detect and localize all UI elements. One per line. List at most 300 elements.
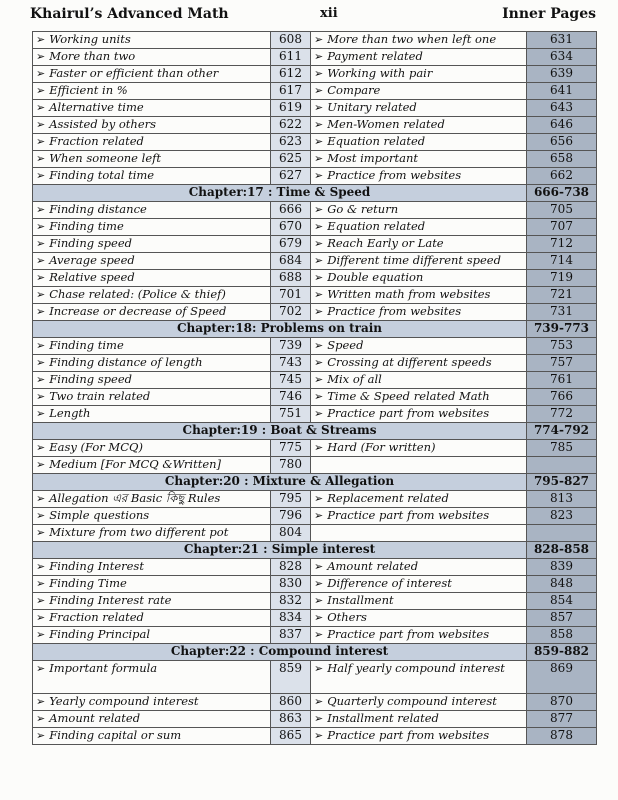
arrow-bullet-icon: ➢ xyxy=(314,220,324,234)
toc-entry-left xyxy=(33,83,271,100)
chapter-title: Chapter:18: Problems on train xyxy=(33,321,527,338)
toc-entry-right xyxy=(311,406,527,423)
arrow-bullet-icon: ➢ xyxy=(314,118,324,132)
arrow-bullet-icon: ➢ xyxy=(314,594,324,608)
toc-entry-left xyxy=(33,134,271,151)
arrow-bullet-icon: ➢ xyxy=(36,118,46,132)
toc-row xyxy=(33,304,597,321)
arrow-bullet-icon: ➢ xyxy=(36,712,46,726)
page-number-right xyxy=(527,457,597,474)
arrow-bullet-icon: ➢ xyxy=(36,169,46,183)
topic-label: Practice part from websites xyxy=(327,728,490,743)
arrow-bullet-icon: ➢ xyxy=(314,492,324,506)
topic-label: Finding total time xyxy=(49,168,155,183)
arrow-bullet-icon: ➢ xyxy=(36,526,46,540)
toc-row xyxy=(33,253,597,270)
page-number-right: 823 xyxy=(527,508,597,525)
page-number-left: 796 xyxy=(271,508,311,525)
page-number-right: 714 xyxy=(527,253,597,270)
toc-entry-left xyxy=(33,372,271,389)
page-number-right: 757 xyxy=(527,355,597,372)
topic-label: Crossing at different speeds xyxy=(327,355,492,370)
page-number-right: 719 xyxy=(527,270,597,287)
toc-row xyxy=(33,491,597,508)
chapter-heading-row xyxy=(33,542,597,559)
arrow-bullet-icon: ➢ xyxy=(314,203,324,217)
topic-label: More than two xyxy=(49,49,136,64)
page-number-right: 857 xyxy=(527,610,597,627)
toc-entry-left xyxy=(33,355,271,372)
arrow-bullet-icon: ➢ xyxy=(314,611,324,625)
arrow-bullet-icon: ➢ xyxy=(36,577,46,591)
topic-label: Written math from websites xyxy=(327,287,491,302)
topic-label: Replacement related xyxy=(327,491,449,506)
page-number-left: 619 xyxy=(271,100,311,117)
page-number-right: 785 xyxy=(527,440,597,457)
toc-row xyxy=(33,134,597,151)
arrow-bullet-icon: ➢ xyxy=(314,695,324,709)
toc-entry-left xyxy=(33,32,271,49)
toc-entry-right xyxy=(311,508,527,525)
arrow-bullet-icon: ➢ xyxy=(36,305,46,319)
toc-entry-right xyxy=(311,525,527,542)
chapter-page-range: 828-858 xyxy=(527,542,597,559)
topic-label: Men-Women related xyxy=(327,117,445,132)
arrow-bullet-icon: ➢ xyxy=(314,356,324,370)
toc-entry-right xyxy=(311,355,527,372)
arrow-bullet-icon: ➢ xyxy=(314,101,324,115)
topic-label: Increase or decrease of Speed xyxy=(49,304,227,319)
toc-entry-right xyxy=(311,593,527,610)
page-number-left: 702 xyxy=(271,304,311,321)
toc-entry-left xyxy=(33,694,271,711)
page-number-right: 639 xyxy=(527,66,597,83)
arrow-bullet-icon: ➢ xyxy=(314,407,324,421)
topic-label: Average speed xyxy=(49,253,135,268)
arrow-bullet-icon: ➢ xyxy=(36,203,46,217)
page-number-left: 780 xyxy=(271,457,311,474)
arrow-bullet-icon: ➢ xyxy=(36,407,46,421)
arrow-bullet-icon: ➢ xyxy=(36,356,46,370)
arrow-bullet-icon: ➢ xyxy=(36,560,46,574)
toc-row xyxy=(33,355,597,372)
page-number-right: 643 xyxy=(527,100,597,117)
page-number-right: 772 xyxy=(527,406,597,423)
arrow-bullet-icon: ➢ xyxy=(36,101,46,115)
page-number-left: 865 xyxy=(271,728,311,745)
page-number-right: 877 xyxy=(527,711,597,728)
topic-label: Finding capital or sum xyxy=(49,728,182,743)
topic-label: Equation related xyxy=(327,134,426,149)
toc-row xyxy=(33,287,597,304)
topic-label: Practice from websites xyxy=(327,168,462,183)
page-number-left: 837 xyxy=(271,627,311,644)
chapter-heading-row xyxy=(33,423,597,440)
toc-entry-left xyxy=(33,168,271,185)
arrow-bullet-icon: ➢ xyxy=(314,577,324,591)
page-number-left: 617 xyxy=(271,83,311,100)
topic-label: Double equation xyxy=(327,270,424,285)
topic-label: Medium [For MCQ &Written] xyxy=(49,457,222,472)
chapter-page-range: 739-773 xyxy=(527,321,597,338)
topic-label: Practice part from websites xyxy=(327,627,490,642)
arrow-bullet-icon: ➢ xyxy=(36,33,46,47)
toc-entry-right xyxy=(311,559,527,576)
toc-entry-right xyxy=(311,219,527,236)
toc-entry-right xyxy=(311,627,527,644)
page-number-left: 751 xyxy=(271,406,311,423)
arrow-bullet-icon: ➢ xyxy=(36,509,46,523)
toc-row xyxy=(33,83,597,100)
toc-entry-right xyxy=(311,236,527,253)
topic-label: Quarterly compound interest xyxy=(327,694,497,709)
page-number-right: 721 xyxy=(527,287,597,304)
toc-row xyxy=(33,151,597,168)
toc-row xyxy=(33,508,597,525)
page-number-left: 743 xyxy=(271,355,311,372)
page-number-left: 795 xyxy=(271,491,311,508)
arrow-bullet-icon: ➢ xyxy=(36,628,46,642)
topic-label: Important formula xyxy=(49,661,158,675)
topic-label: Fraction related xyxy=(49,134,144,149)
arrow-bullet-icon: ➢ xyxy=(36,67,46,81)
arrow-bullet-icon: ➢ xyxy=(36,492,46,506)
page-number-right: 707 xyxy=(527,219,597,236)
toc-entry-right xyxy=(311,440,527,457)
page-number-right: 839 xyxy=(527,559,597,576)
toc-entry-right xyxy=(311,304,527,321)
toc-row xyxy=(33,593,597,610)
toc-entry-right xyxy=(311,728,527,745)
toc-entry-left xyxy=(33,304,271,321)
topic-label: Amount related xyxy=(49,711,141,726)
toc-row xyxy=(33,117,597,134)
arrow-bullet-icon: ➢ xyxy=(36,135,46,149)
arrow-bullet-icon: ➢ xyxy=(36,695,46,709)
toc-entry-left xyxy=(33,440,271,457)
toc-row xyxy=(33,457,597,474)
toc-entry-left xyxy=(33,287,271,304)
chapter-heading-row xyxy=(33,321,597,338)
toc-entry-right xyxy=(311,610,527,627)
toc-entry-left xyxy=(33,508,271,525)
arrow-bullet-icon: ➢ xyxy=(314,84,324,98)
page-number-right: 712 xyxy=(527,236,597,253)
arrow-bullet-icon: ➢ xyxy=(36,50,46,64)
page-number-left: 863 xyxy=(271,711,311,728)
topic-label: Finding Interest xyxy=(49,559,144,574)
toc-entry-left xyxy=(33,219,271,236)
toc-body xyxy=(33,32,597,745)
toc-entry-left xyxy=(33,117,271,134)
toc-row xyxy=(33,372,597,389)
page-number-right: 662 xyxy=(527,168,597,185)
toc-entry-right xyxy=(311,151,527,168)
arrow-bullet-icon: ➢ xyxy=(314,339,324,353)
page-number-right: 870 xyxy=(527,694,597,711)
toc-entry-left xyxy=(33,202,271,219)
toc-entry-right xyxy=(311,491,527,508)
topic-label: Two train related xyxy=(49,389,151,404)
toc-entry-left xyxy=(33,457,271,474)
topic-label: Fraction related xyxy=(49,610,144,625)
topic-label: Speed xyxy=(327,338,364,353)
chapter-title: Chapter:22 : Compound interest xyxy=(33,644,527,661)
arrow-bullet-icon: ➢ xyxy=(314,373,324,387)
toc-entry-right xyxy=(311,117,527,134)
arrow-bullet-icon: ➢ xyxy=(36,458,46,472)
toc-entry-left xyxy=(33,525,271,542)
page-number-right: 753 xyxy=(527,338,597,355)
topic-label: Finding speed xyxy=(49,372,132,387)
arrow-bullet-icon: ➢ xyxy=(314,288,324,302)
page-number-left: 739 xyxy=(271,338,311,355)
topic-label: Most important xyxy=(327,151,418,166)
topic-label: Allegation এর Basic কিছু Rules xyxy=(49,491,221,506)
toc-entry-right xyxy=(311,711,527,728)
toc-row xyxy=(33,236,597,253)
topic-label: Others xyxy=(327,610,367,625)
topic-label: Mix of all xyxy=(327,372,382,387)
topic-label: Finding Principal xyxy=(49,627,151,642)
topic-label: Finding distance of length xyxy=(49,355,203,370)
toc-row xyxy=(33,66,597,83)
topic-label: Reach Early or Late xyxy=(327,236,444,251)
page-number-right: 858 xyxy=(527,627,597,644)
page-number-left: 775 xyxy=(271,440,311,457)
topic-label: Finding Time xyxy=(49,576,127,591)
toc-row xyxy=(33,525,597,542)
arrow-bullet-icon: ➢ xyxy=(314,662,324,675)
page-number-left: 623 xyxy=(271,134,311,151)
arrow-bullet-icon: ➢ xyxy=(36,220,46,234)
topic-label: Installment xyxy=(327,593,394,608)
page-number-left: 611 xyxy=(271,49,311,66)
toc-entry-left xyxy=(33,576,271,593)
topic-label: Easy (For MCQ) xyxy=(49,440,143,455)
topic-label: Finding distance xyxy=(49,202,147,217)
arrow-bullet-icon: ➢ xyxy=(314,169,324,183)
arrow-bullet-icon: ➢ xyxy=(36,662,46,675)
topic-label: Different time different speed xyxy=(327,253,501,268)
toc-row xyxy=(33,32,597,49)
topic-label: Mixture from two different pot xyxy=(49,525,229,540)
toc-entry-left xyxy=(33,559,271,576)
page-number-right: 705 xyxy=(527,202,597,219)
topic-label: Length xyxy=(49,406,91,421)
page-number-left: 627 xyxy=(271,168,311,185)
arrow-bullet-icon: ➢ xyxy=(36,237,46,251)
topic-label: Equation related xyxy=(327,219,426,234)
toc-entry-right xyxy=(311,270,527,287)
topic-label: Finding time xyxy=(49,338,124,353)
topic-label: Yearly compound interest xyxy=(49,694,199,709)
toc-entry-left xyxy=(33,151,271,168)
page-number-right: 631 xyxy=(527,32,597,49)
page-number-right: 761 xyxy=(527,372,597,389)
toc-entry-right xyxy=(311,694,527,711)
toc-entry-right xyxy=(311,202,527,219)
page-number-right: 731 xyxy=(527,304,597,321)
topic-label: Working units xyxy=(49,32,131,47)
topic-label: Finding time xyxy=(49,219,124,234)
arrow-bullet-icon: ➢ xyxy=(36,611,46,625)
toc-entry-right xyxy=(311,457,527,474)
arrow-bullet-icon: ➢ xyxy=(314,67,324,81)
toc-row xyxy=(33,711,597,728)
chapter-page-range: 795-827 xyxy=(527,474,597,491)
arrow-bullet-icon: ➢ xyxy=(314,628,324,642)
page-number-right: 854 xyxy=(527,593,597,610)
topic-label: Efficient in % xyxy=(49,83,128,98)
page-number-left: 666 xyxy=(271,202,311,219)
toc-row xyxy=(33,202,597,219)
topic-label: Payment related xyxy=(327,49,423,64)
toc-entry-left xyxy=(33,100,271,117)
toc-entry-right xyxy=(311,32,527,49)
topic-label: Practice from websites xyxy=(327,304,462,319)
toc-entry-right xyxy=(311,253,527,270)
page-number-left: 832 xyxy=(271,593,311,610)
toc-entry-left xyxy=(33,66,271,83)
toc-entry-left xyxy=(33,491,271,508)
topic-label: Chase related: (Police & thief) xyxy=(49,287,226,302)
page-number-right: 869 xyxy=(527,661,597,694)
toc-row xyxy=(33,168,597,185)
page-number-left: 688 xyxy=(271,270,311,287)
page-number-left: 860 xyxy=(271,694,311,711)
toc-entry-right xyxy=(311,168,527,185)
toc-row xyxy=(33,49,597,66)
toc-entry-left xyxy=(33,627,271,644)
arrow-bullet-icon: ➢ xyxy=(314,33,324,47)
chapter-title: Chapter:21 : Simple interest xyxy=(33,542,527,559)
toc-entry-right xyxy=(311,661,527,694)
toc-row xyxy=(33,576,597,593)
arrow-bullet-icon: ➢ xyxy=(36,390,46,404)
topic-label: Finding speed xyxy=(49,236,132,251)
page-number-right: 646 xyxy=(527,117,597,134)
page-number-left: 608 xyxy=(271,32,311,49)
chapter-heading-row xyxy=(33,644,597,661)
toc-entry-left xyxy=(33,610,271,627)
arrow-bullet-icon: ➢ xyxy=(314,254,324,268)
arrow-bullet-icon: ➢ xyxy=(36,288,46,302)
arrow-bullet-icon: ➢ xyxy=(314,152,324,166)
page-header xyxy=(30,6,596,26)
chapter-page-range: 666-738 xyxy=(527,185,597,202)
toc-row xyxy=(33,406,597,423)
page-number-left: 859 xyxy=(271,661,311,694)
topic-label: Assisted by others xyxy=(49,117,157,132)
chapter-title: Chapter:20 : Mixture & Allegation xyxy=(33,474,527,491)
arrow-bullet-icon: ➢ xyxy=(314,50,324,64)
toc-entry-left xyxy=(33,338,271,355)
arrow-bullet-icon: ➢ xyxy=(36,254,46,268)
page-number-left: 612 xyxy=(271,66,311,83)
page-number-right: 641 xyxy=(527,83,597,100)
toc-entry-left xyxy=(33,711,271,728)
toc-entry-right xyxy=(311,338,527,355)
toc-entry-right xyxy=(311,372,527,389)
chapter-page-range: 859-882 xyxy=(527,644,597,661)
arrow-bullet-icon: ➢ xyxy=(314,390,324,404)
arrow-bullet-icon: ➢ xyxy=(314,135,324,149)
arrow-bullet-icon: ➢ xyxy=(36,594,46,608)
chapter-page-range: 774-792 xyxy=(527,423,597,440)
page-number-left: 622 xyxy=(271,117,311,134)
page-number: xii xyxy=(320,6,338,21)
toc-entry-right xyxy=(311,134,527,151)
toc-entry-right xyxy=(311,287,527,304)
toc-row xyxy=(33,440,597,457)
topic-label: Alternative time xyxy=(49,100,144,115)
toc-row xyxy=(33,728,597,745)
topic-label: Time & Speed related Math xyxy=(327,389,490,404)
topic-label: Amount related xyxy=(327,559,419,574)
toc-entry-left xyxy=(33,661,271,694)
page-number-left: 830 xyxy=(271,576,311,593)
toc-entry-right xyxy=(311,389,527,406)
arrow-bullet-icon: ➢ xyxy=(36,339,46,353)
arrow-bullet-icon: ➢ xyxy=(36,729,46,743)
toc-row xyxy=(33,627,597,644)
topic-label: Finding Interest rate xyxy=(49,593,172,608)
arrow-bullet-icon: ➢ xyxy=(36,84,46,98)
toc-entry-left xyxy=(33,236,271,253)
page-number-left: 670 xyxy=(271,219,311,236)
topic-label: Faster or efficient than other xyxy=(49,66,219,81)
topic-label: More than two when left one xyxy=(327,32,497,47)
book-title: Khairul’s Advanced Math xyxy=(30,6,229,22)
page-number-right: 634 xyxy=(527,49,597,66)
page-number-right: 813 xyxy=(527,491,597,508)
toc-entry-left xyxy=(33,593,271,610)
topic-label: Practice part from websites xyxy=(327,406,490,421)
topic-label: Go & return xyxy=(327,202,399,217)
page-number-left: 684 xyxy=(271,253,311,270)
toc-entry-left xyxy=(33,270,271,287)
topic-label: Relative speed xyxy=(49,270,135,285)
toc-entry-left xyxy=(33,253,271,270)
page-number-right: 878 xyxy=(527,728,597,745)
toc-row xyxy=(33,100,597,117)
toc-entry-right xyxy=(311,100,527,117)
page-number-right: 658 xyxy=(527,151,597,168)
arrow-bullet-icon: ➢ xyxy=(314,712,324,726)
page-number-left: 701 xyxy=(271,287,311,304)
topic-label: When someone left xyxy=(49,151,162,166)
toc-row xyxy=(33,389,597,406)
toc-entry-left xyxy=(33,728,271,745)
page-number-right: 766 xyxy=(527,389,597,406)
page-number-right xyxy=(527,525,597,542)
toc-entry-right xyxy=(311,66,527,83)
topic-label: Compare xyxy=(327,83,381,98)
arrow-bullet-icon: ➢ xyxy=(314,271,324,285)
toc-row xyxy=(33,338,597,355)
toc-row xyxy=(33,661,597,694)
chapter-heading-row xyxy=(33,474,597,491)
toc-entry-left xyxy=(33,389,271,406)
page-number-left: 804 xyxy=(271,525,311,542)
page-number-right: 848 xyxy=(527,576,597,593)
arrow-bullet-icon: ➢ xyxy=(314,441,324,455)
arrow-bullet-icon: ➢ xyxy=(314,509,324,523)
topic-label: Half yearly compound interest xyxy=(327,661,505,675)
page-number-right: 656 xyxy=(527,134,597,151)
topic-label: Practice part from websites xyxy=(327,508,490,523)
